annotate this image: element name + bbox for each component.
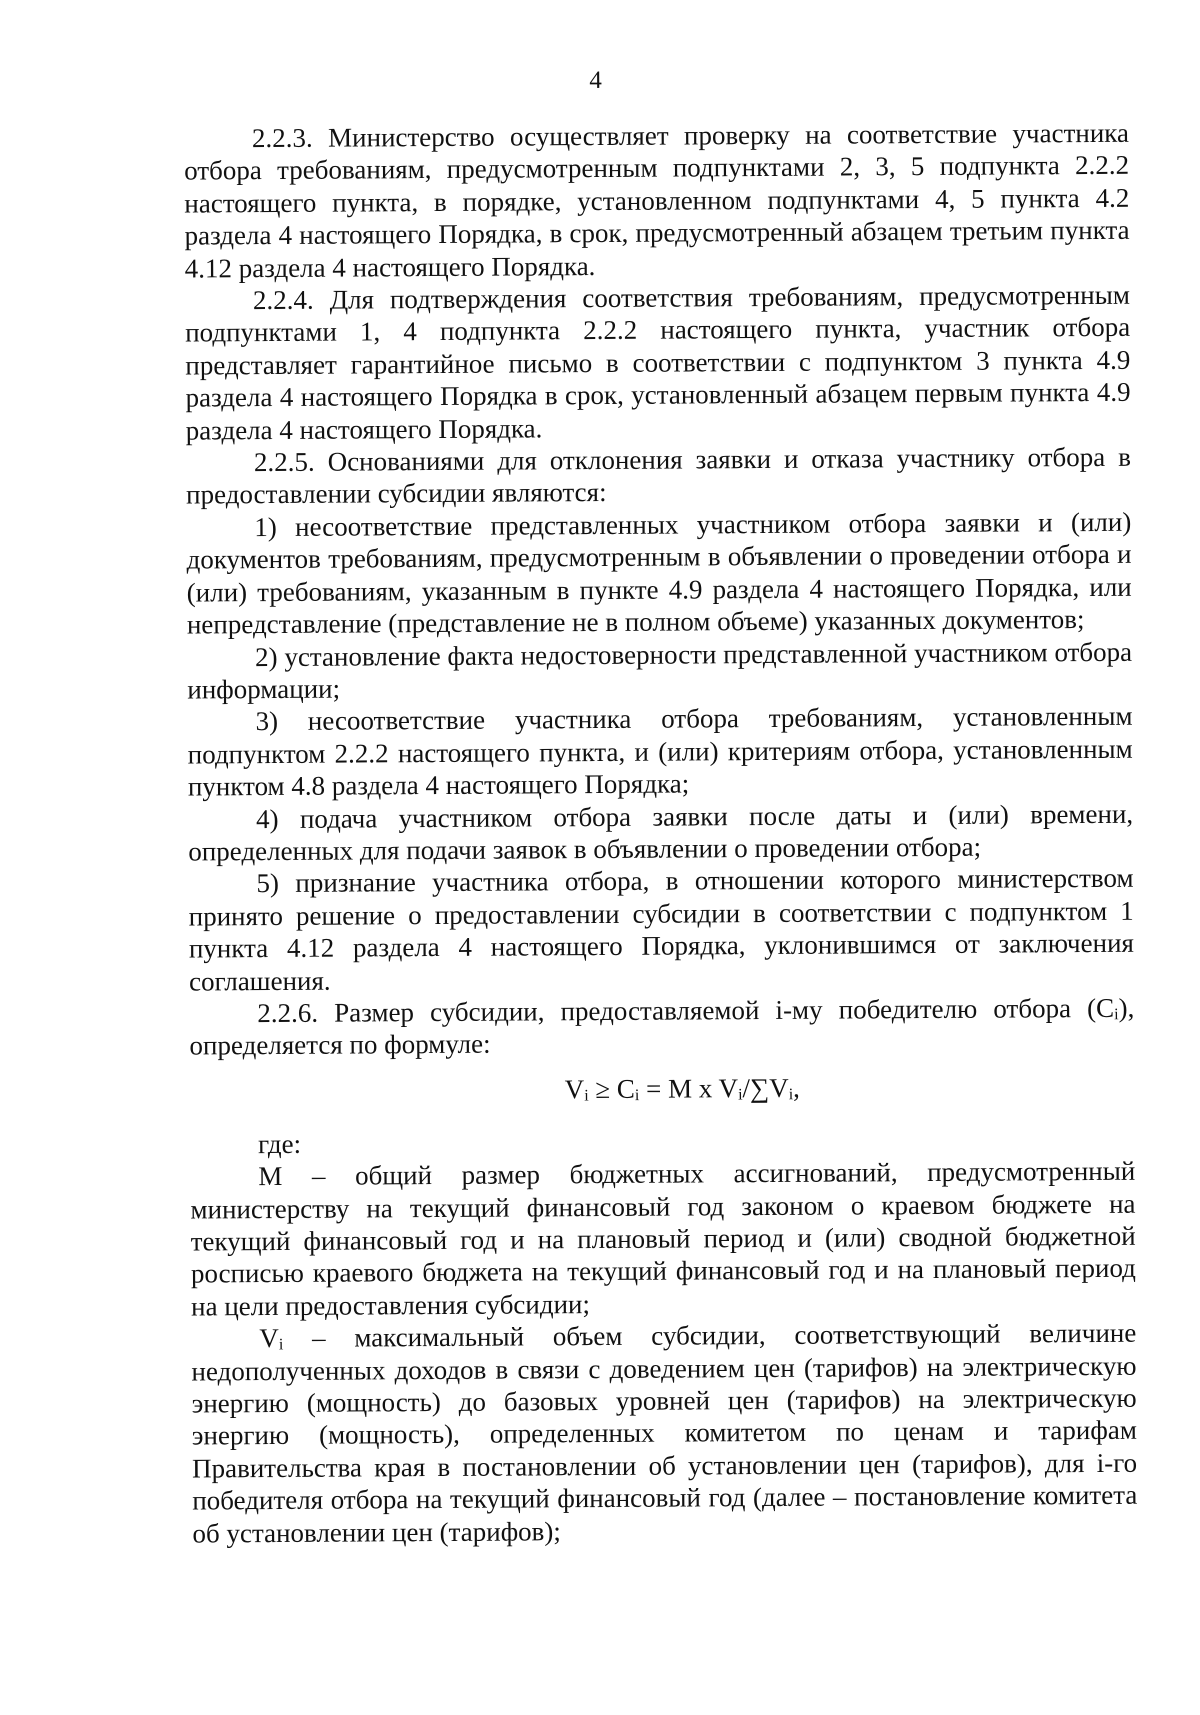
document-body xyxy=(184,117,1138,1550)
paragraph-2-2-3: 2.2.3. Министерство осуществляет проверку на соответствие участника отбора требованиям, предусмотренным подпунктами 2, 3, 5 подпункта 2.2.2 настоящего пункта, в порядке, установленном подпунктами 4, 5 пункта 4.2 раздела 4 настоящего Порядка, в срок, предусмотренный абзацем третьим пункта 4.12 раздела 4 настоящего Порядка. xyxy=(184,117,1130,284)
definition-m: M – общий размер бюджетных ассигнований, предусмотренный министерству на текущий финансовый год законом о краевом бюджете на текущий финансовый год и на плановый период и (или) сводной бюджетной росписью краевого бюджета на текущий финансовый год и на плановый период на цели предоставления субсидии; xyxy=(190,1155,1136,1322)
where-label: где: xyxy=(258,1128,302,1159)
definition-vi: Vᵢ – максимальный объем субсидии, соответствующий величине недополученных доходов в связи с доведением цен (тарифов) на электрическую энергию (мощность) до базовых уровней цен (тарифов) на электрическую энергию (мощность), определенных комитетом по ценам и тарифам Правительства края в постановлении об установлении цен (тарифов), для i-го победителя отбора на текущий финансовый год (далее – постановление комитета об установлении цен (тарифов); xyxy=(191,1317,1138,1549)
paragraph-2-2-5: 2.2.5. Основаниями для отклонения заявки и отказа участнику отбора в предоставлении субсидии являются: xyxy=(186,441,1132,510)
list-item-4: 4) подача участником отбора заявки после даты и (или) времени, определенных для подачи заявок в объявлении о проведении отбора; xyxy=(188,798,1134,867)
list-item-1: 1) несоответствие представленных участником отбора заявки и (или) документов требованиям, предусмотренным в объявлении о проведении отбора и (или) требованиям, указанным в пункте 4.9 раздела 4 настоящего Порядка, или непредставление (представление не в полном объеме) указанных документов; xyxy=(186,506,1132,640)
list-item-5: 5) признание участника отбора, в отношении которого министерством принято решение о предоставлении субсидии в соответствии с подпунктом 1 пункта 4.12 раздела 4 настоящего Порядка, уклонившимся от заключения соглашения. xyxy=(188,863,1134,997)
subsidy-formula: Vᵢ ≥ Cᵢ = M x Vᵢ/∑Vᵢ, xyxy=(564,1072,800,1105)
list-item-2: 2) установление факта недостоверности представленной участником отбора информации; xyxy=(187,636,1133,705)
paragraph-2-2-6: 2.2.6. Размер субсидии, предоставляемой i-му победителю отбора (Cᵢ), определяется по формуле: xyxy=(189,992,1135,1061)
list-item-3: 3) несоответствие участника отбора требованиям, установленным подпунктом 2.2.2 настоящего пункта, и (или) критериям отбора, установленным пунктом 4.8 раздела 4 настоящего Порядка; xyxy=(187,701,1133,802)
page-number: 4 xyxy=(589,66,602,95)
paragraph-2-2-4: 2.2.4. Для подтверждения соответствия требованиям, предусмотренным подпунктами 1, 4 подпункта 2.2.2 настоящего пункта, участник отбора представляет гарантийное письмо в соответствии с подпунктом 3 пункта 4.9 раздела 4 настоящего Порядка в срок, установленный абзацем первым пункта 4.9 раздела 4 настоящего Порядка. xyxy=(185,279,1131,446)
